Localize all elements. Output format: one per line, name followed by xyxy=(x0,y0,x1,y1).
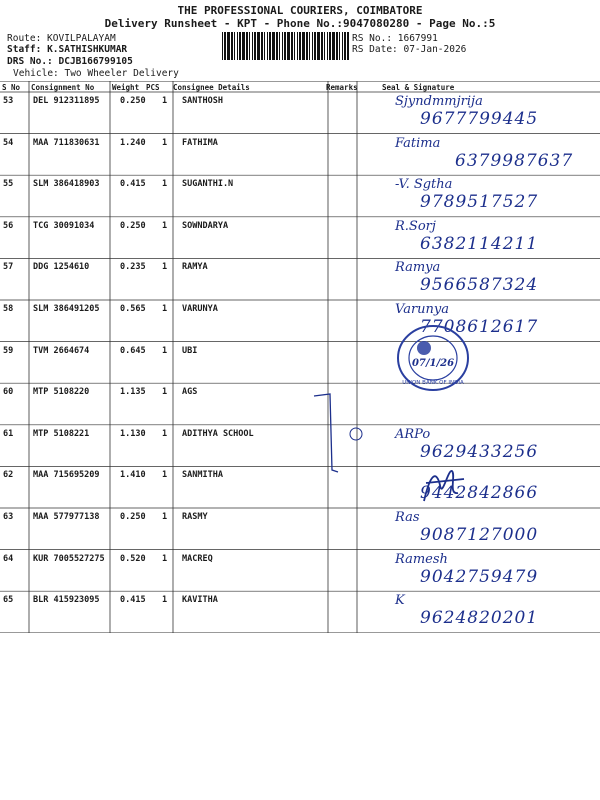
runsheet-subtitle: Delivery Runsheet - KPT - Phone No.:9047080280 - Page No.:5 xyxy=(104,17,496,30)
row-consignee: AGS xyxy=(182,387,198,398)
row-pcs: 1 xyxy=(162,262,168,273)
row-consignment-no: BLR 415923095 xyxy=(33,595,100,606)
col-header-remarks: Remarks xyxy=(326,83,358,92)
staff-value: K.SATHISHKUMAR xyxy=(47,44,128,55)
row-sno: 54 xyxy=(3,137,14,148)
row-consignee: FATHIMA xyxy=(182,137,218,148)
row-weight: 0.645 xyxy=(120,345,146,356)
barcode-image xyxy=(222,32,349,60)
row-weight: 0.250 xyxy=(120,512,146,522)
staff-line xyxy=(7,44,127,55)
row-consignment-no: MAA 711830631 xyxy=(33,137,100,148)
row-sno: 62 xyxy=(3,470,14,481)
row-weight: 1.240 xyxy=(120,137,146,148)
runsheet-title: THE PROFESSIONAL COURIERS, COIMBATORE xyxy=(177,4,423,17)
col-header-pcs: PCS xyxy=(146,83,160,92)
row-pcs: 1 xyxy=(162,470,168,481)
row-consignment-no: MTP 5108220 xyxy=(33,387,90,398)
row-consignment-no: MTP 5108221 xyxy=(33,428,90,439)
staff-label: Staff: xyxy=(7,44,42,55)
row-sno: 64 xyxy=(3,553,14,564)
row-sno: 63 xyxy=(3,512,14,522)
row-weight: 1.410 xyxy=(120,470,146,481)
row-consignee: ADITHYA SCHOOL xyxy=(182,428,254,439)
handwritten-signature: -V. Sgtha xyxy=(395,177,453,193)
col-header-seal-signature: Seal & Signature xyxy=(382,83,455,92)
col-header-consignee: Consignee Details xyxy=(173,83,250,92)
handwritten-signature: Ramya xyxy=(395,260,441,276)
handwritten-phone: 6382114211 xyxy=(420,233,539,254)
row-consignment-no: DEL 912311895 xyxy=(33,96,100,106)
row-consignee: SANMITHA xyxy=(182,470,223,481)
handwritten-phone: 9042759479 xyxy=(420,566,539,587)
row-consignee: SUGANTHI.N xyxy=(182,179,234,190)
row-sno: 65 xyxy=(3,595,14,606)
handwritten-signature: ARPo xyxy=(395,426,431,442)
rs-date: RS Date: 07-Jan-2026 xyxy=(352,44,467,55)
handwritten-signature: Ramesh xyxy=(395,551,448,567)
drs-value: DCJB166799105 xyxy=(58,56,133,67)
col-header-consignment: Consignment No xyxy=(31,83,95,92)
row-weight: 1.130 xyxy=(120,428,146,439)
bank-seal-stamp xyxy=(394,322,472,394)
row-weight: 0.250 xyxy=(120,220,146,231)
handwritten-signature: K xyxy=(395,593,405,609)
row-consignment-no: SLM 386491205 xyxy=(33,304,100,314)
row-pcs: 1 xyxy=(162,220,168,231)
row-sno: 57 xyxy=(3,262,14,273)
handwritten-phone: 9566587324 xyxy=(420,275,539,296)
handwritten-signature: Ras xyxy=(395,510,420,525)
row-weight: 0.235 xyxy=(120,262,146,273)
row-pcs: 1 xyxy=(162,137,168,148)
row-pcs: 1 xyxy=(162,179,168,190)
row-pcs: 1 xyxy=(162,387,168,398)
row-consignee: RAMYA xyxy=(182,262,208,273)
row-consignment-no: KUR 7005527275 xyxy=(33,553,105,564)
col-header-sno: S No xyxy=(2,83,21,92)
row-pcs: 1 xyxy=(162,304,168,314)
row-consignee: VARUNYA xyxy=(182,304,218,314)
handwritten-signature: Sjyndmmjrija xyxy=(395,94,483,109)
stamp-date: 07/1/26 xyxy=(411,358,455,369)
handwritten-phone: 9442842866 xyxy=(420,483,539,504)
row-pcs: 1 xyxy=(162,512,168,522)
row-sno: 58 xyxy=(3,304,14,314)
handwritten-phone: 9789517527 xyxy=(420,192,539,213)
row-consignee: KAVITHA xyxy=(182,595,218,606)
row-pcs: 1 xyxy=(162,345,168,356)
handwritten-signature: Varunya xyxy=(395,302,449,317)
handwritten-phone: 6379987637 xyxy=(455,150,574,171)
row-pcs: 1 xyxy=(162,595,168,606)
stamp-bank-name: UNION BANK OF INDIA xyxy=(402,380,464,386)
drs-line xyxy=(7,56,133,67)
row-consignee: SOWNDARYA xyxy=(182,220,229,231)
row-weight: 1.135 xyxy=(120,387,146,398)
col-header-weight: Weight xyxy=(112,83,140,92)
row-weight: 0.565 xyxy=(120,304,146,314)
row-sno: 56 xyxy=(3,220,14,231)
row-sno: 60 xyxy=(3,387,14,398)
row-consignee: SANTHOSH xyxy=(182,96,223,106)
handwritten-phone: 9677799445 xyxy=(420,109,539,129)
row-pcs: 1 xyxy=(162,428,168,439)
signature-scribble xyxy=(418,465,468,505)
row-sno: 55 xyxy=(3,179,14,190)
row-consignee: UBI xyxy=(182,345,198,356)
row-consignment-no: SLM 386418903 xyxy=(33,179,100,190)
handwritten-marks xyxy=(300,390,380,480)
row-weight: 0.250 xyxy=(120,96,146,106)
row-weight: 0.415 xyxy=(120,595,146,606)
route-label: Route: KOVILPALAYAM xyxy=(7,33,116,44)
row-consignment-no: DDG 1254610 xyxy=(33,262,90,273)
handwritten-phone: 7708612617 xyxy=(420,317,539,337)
row-pcs: 1 xyxy=(162,96,168,106)
row-pcs: 1 xyxy=(162,553,168,564)
handwritten-signature: Fatima xyxy=(395,135,441,151)
row-consignment-no: MAA 577977138 xyxy=(33,512,100,522)
row-weight: 0.415 xyxy=(120,179,146,190)
row-consignment-no: TCG 30091034 xyxy=(33,220,95,231)
row-consignee: RASMY xyxy=(182,512,208,522)
handwritten-phone: 9629433256 xyxy=(420,441,539,462)
vehicle-label: Vehicle: Two Wheeler Delivery xyxy=(13,68,179,79)
row-sno: 59 xyxy=(3,345,14,356)
row-sno: 53 xyxy=(3,96,14,106)
drs-label: DRS No.: xyxy=(7,56,53,67)
handwritten-signature: R.Sorj xyxy=(395,218,436,234)
row-weight: 0.520 xyxy=(120,553,146,564)
handwritten-phone: 9087127000 xyxy=(420,525,539,545)
row-consignee: MACREQ xyxy=(182,553,213,564)
row-consignment-no: MAA 715695209 xyxy=(33,470,100,481)
rs-number: RS No.: 1667991 xyxy=(352,33,438,44)
handwritten-phone: 9624820201 xyxy=(420,608,539,629)
row-sno: 61 xyxy=(3,428,14,439)
row-consignment-no: TVM 2664674 xyxy=(33,345,90,356)
